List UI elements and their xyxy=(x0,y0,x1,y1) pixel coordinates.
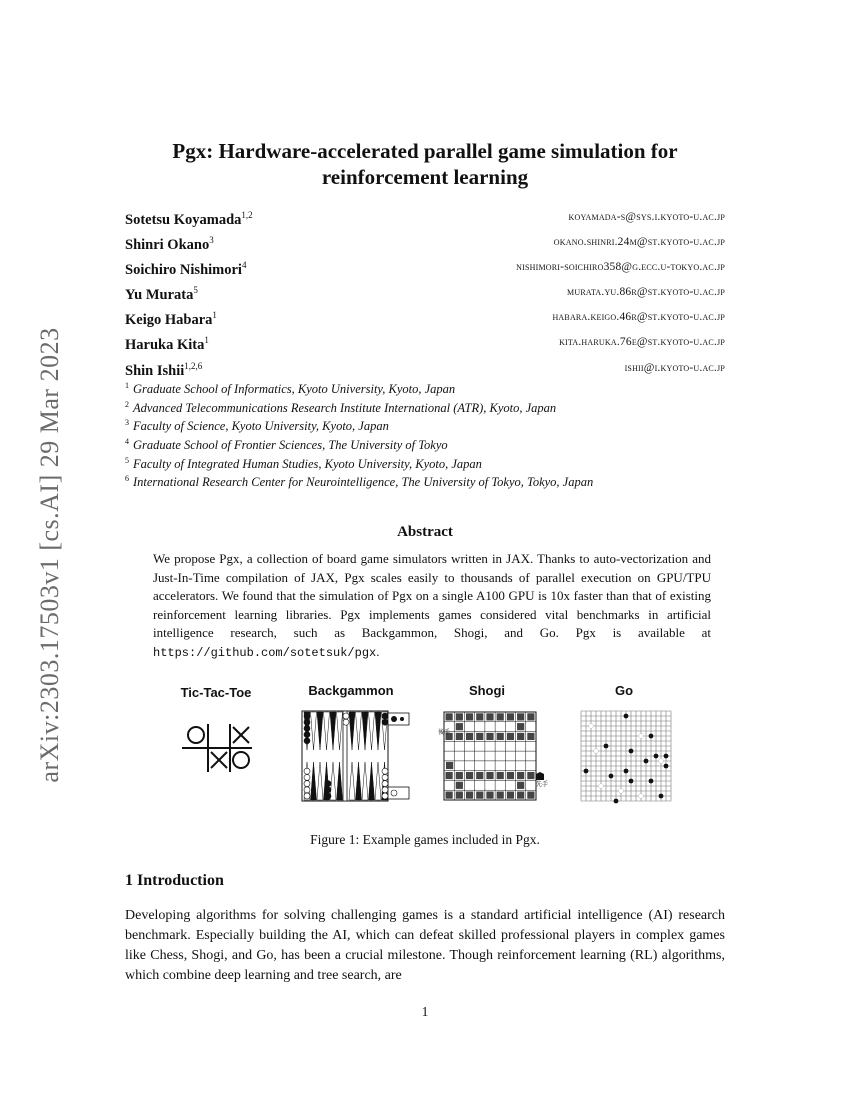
backgammon-checker xyxy=(382,768,388,774)
shogi-board xyxy=(436,710,548,802)
game-label-backgammon: Backgammon xyxy=(308,683,394,698)
shogi-piece xyxy=(507,733,514,740)
go-stone-black xyxy=(664,764,669,769)
page-number: 1 xyxy=(421,1004,429,1019)
backgammon-checker xyxy=(325,781,331,787)
author-name: Soichiro Nishimori$^4$ xyxy=(125,260,247,278)
backgammon-checker xyxy=(304,732,310,738)
affiliation: $^6$ International Research Center for Neurointelligence, The University of Tokyo, Tokyo, Japan xyxy=(125,474,594,490)
affiliation: $^1$ Graduate School of Informatics, Kyoto University, Kyoto, Japan xyxy=(125,381,456,397)
shogi-piece xyxy=(517,723,524,730)
shogi-piece xyxy=(527,772,534,779)
go-stone-black xyxy=(659,794,664,799)
backgammon-checker xyxy=(304,768,310,774)
arxiv-sidebar-id: arXiv:2303.17503v1 [cs.AI] 29 Mar 2023 xyxy=(35,327,64,783)
go-stone-black xyxy=(644,759,649,764)
shogi-piece xyxy=(486,713,493,720)
figure-caption: Figure 1: Example games included in Pgx. xyxy=(310,832,540,847)
o-mark xyxy=(233,752,249,768)
go-stone-white xyxy=(639,734,644,739)
shogi-piece xyxy=(517,772,524,779)
shogi-piece xyxy=(476,772,483,779)
author-email[interactable]: nishimori-soichiro358@g.ecc.u-tokyo.ac.jp xyxy=(516,261,725,273)
go-stone-white xyxy=(594,749,599,754)
go-stone-black xyxy=(584,769,589,774)
author-row xyxy=(125,361,725,381)
backgammon-checker xyxy=(325,787,331,793)
go-stone-black xyxy=(604,744,609,749)
backgammon-checker xyxy=(343,713,349,719)
shogi-piece xyxy=(486,792,493,799)
shogi-piece xyxy=(456,782,463,789)
go-stone-black xyxy=(614,799,619,804)
backgammon-checker xyxy=(304,725,310,731)
shogi-piece xyxy=(456,792,463,799)
game-label-go: Go xyxy=(614,683,634,698)
shogi-piece xyxy=(497,792,504,799)
backgammon-checker xyxy=(343,719,349,725)
backgammon-board xyxy=(301,710,411,802)
backgammon-checker xyxy=(382,719,388,725)
backgammon-checker xyxy=(304,774,310,780)
author-row xyxy=(125,210,725,230)
shogi-piece xyxy=(507,792,514,799)
backgammon-checker xyxy=(382,713,388,719)
paper-title: Pgx: Hardware-accelerated parallel game simulation for reinforcement learning xyxy=(172,139,678,189)
backgammon-checker xyxy=(391,790,397,796)
backgammon-checker xyxy=(304,793,310,799)
go-stone-white xyxy=(589,724,594,729)
author-row xyxy=(125,235,725,255)
shogi-piece xyxy=(497,733,504,740)
go-stone-black xyxy=(609,774,614,779)
author-email[interactable]: kita.haruka.76e@st.kyoto-u.ac.jp xyxy=(559,336,725,348)
affiliation: $^4$ Graduate School of Frontier Sciences, The University of Tokyo xyxy=(125,437,448,453)
author-name: Yu Murata$^5$ xyxy=(125,285,198,303)
author-name: Shin Ishii$^{1,2,6}$ xyxy=(125,361,203,379)
shogi-piece xyxy=(446,792,453,799)
backgammon-checker xyxy=(304,787,310,793)
shogi-piece xyxy=(456,772,463,779)
author-row xyxy=(125,260,725,280)
backgammon-checker xyxy=(391,716,397,722)
shogi-piece xyxy=(476,733,483,740)
introduction-paragraph: Developing algorithms for solving challenging games is a standard artificial intelligence (AI) research benchmark. Especially building the AI, which can defeat skilled professional players in complex games like Chess, Shogi, and Go, has been a crucial milestone. Though reinforcement learning (RL) algorithms, which combine deep learning and tree search, are xyxy=(125,908,725,983)
shogi-sente-label: 先手 xyxy=(536,781,548,788)
backgammon-checker xyxy=(304,738,310,744)
shogi-piece xyxy=(456,733,463,740)
go-stone-black xyxy=(629,749,634,754)
go-stone-white xyxy=(659,759,664,764)
shogi-piece xyxy=(517,713,524,720)
go-stone-black xyxy=(629,779,634,784)
shogi-piece xyxy=(527,733,534,740)
author-name: Keigo Habara$^1$ xyxy=(125,310,217,328)
go-stone-black xyxy=(624,769,629,774)
author-email[interactable]: okano.shinri.24m@st.kyoto-u.ac.jp xyxy=(553,236,725,248)
shogi-piece xyxy=(446,713,453,720)
backgammon-checker xyxy=(304,713,310,719)
shogi-piece xyxy=(466,772,473,779)
backgammon-checker xyxy=(400,717,404,721)
shogi-piece xyxy=(476,713,483,720)
shogi-piece xyxy=(507,772,514,779)
o-mark xyxy=(188,727,204,743)
shogi-piece xyxy=(466,713,473,720)
author-email[interactable]: ishii@i.kyoto-u.ac.jp xyxy=(624,362,725,374)
author-name: Shinri Okano$^3$ xyxy=(125,235,214,253)
backgammon-checker xyxy=(382,781,388,787)
game-label-shogi: Shogi xyxy=(468,683,506,698)
author-name: Haruka Kita$^1$ xyxy=(125,335,209,353)
shogi-piece xyxy=(486,772,493,779)
author-row xyxy=(125,335,725,355)
go-stone-black xyxy=(649,779,654,784)
backgammon-checker xyxy=(382,793,388,799)
section-heading-introduction: 1 Introduction xyxy=(125,872,224,889)
shogi-piece xyxy=(476,792,483,799)
shogi-piece xyxy=(456,713,463,720)
repo-link[interactable]: https://github.com/sotetsuk/pgx xyxy=(153,645,377,660)
shogi-piece xyxy=(527,792,534,799)
shogi-captured-piece xyxy=(536,772,544,780)
backgammon-checker xyxy=(304,781,310,787)
author-row xyxy=(125,310,725,330)
shogi-piece xyxy=(466,733,473,740)
go-stone-black xyxy=(649,734,654,739)
shogi-piece xyxy=(507,713,514,720)
shogi-piece xyxy=(527,713,534,720)
backgammon-checker xyxy=(325,793,331,799)
go-stone-white xyxy=(639,794,644,799)
shogi-piece xyxy=(446,762,453,769)
shogi-piece xyxy=(456,723,463,730)
go-board xyxy=(578,708,674,804)
affiliation: $^3$ Faculty of Science, Kyoto University, Kyoto, Japan xyxy=(125,418,389,434)
shogi-piece xyxy=(466,792,473,799)
author-email[interactable]: habara.keigo.46r@st.kyoto-u.ac.jp xyxy=(552,311,725,323)
shogi-piece xyxy=(517,782,524,789)
backgammon-checker xyxy=(382,787,388,793)
go-stone-black xyxy=(654,754,659,759)
shogi-piece xyxy=(446,772,453,779)
shogi-piece xyxy=(486,733,493,740)
affiliation: $^2$ Advanced Telecommunications Research Institute International (ATR), Kyoto, Japan xyxy=(125,400,557,416)
shogi-piece xyxy=(497,713,504,720)
author-email[interactable]: murata.yu.86r@st.kyoto-u.ac.jp xyxy=(567,286,725,298)
go-stone-black xyxy=(664,754,669,759)
go-stone-white xyxy=(619,789,624,794)
abstract-heading: Abstract xyxy=(397,524,453,540)
game-label-tictactoe: Tic-Tac-Toe xyxy=(180,685,252,700)
tictactoe-board xyxy=(180,722,254,774)
go-stone-black xyxy=(624,714,629,719)
shogi-piece xyxy=(497,772,504,779)
shogi-piece xyxy=(517,792,524,799)
author-row xyxy=(125,285,725,305)
author-email[interactable]: koyamada-s@sys.i.kyoto-u.ac.jp xyxy=(568,211,725,223)
go-stone-white xyxy=(599,784,604,789)
shogi-piece xyxy=(517,733,524,740)
affiliation: $^5$ Faculty of Integrated Human Studies, Kyoto University, Kyoto, Japan xyxy=(125,456,482,472)
backgammon-checker xyxy=(382,774,388,780)
author-name: Sotetsu Koyamada$^{1,2}$ xyxy=(125,210,253,228)
shogi-gote-label: 後手 xyxy=(438,729,451,736)
backgammon-checker xyxy=(304,719,310,725)
abstract-body: We propose Pgx, a collection of board game simulators written in JAX. Thanks to auto-vectorization and Just-In-Time compilation of JAX, Pgx scales easily to thousands of parallel execution on GPU/TPU accelerators. We found that the simulation of Pgx on a single A100 GPU is 10x faster than that of existing reinforcement learning libraries. Pgx implements games considered vital benchmarks in artificial intelligence research, such as Backgammon, Shogi, and Go. Pgx is available at https://github.com/sotetsuk/pgx. xyxy=(153,551,711,660)
